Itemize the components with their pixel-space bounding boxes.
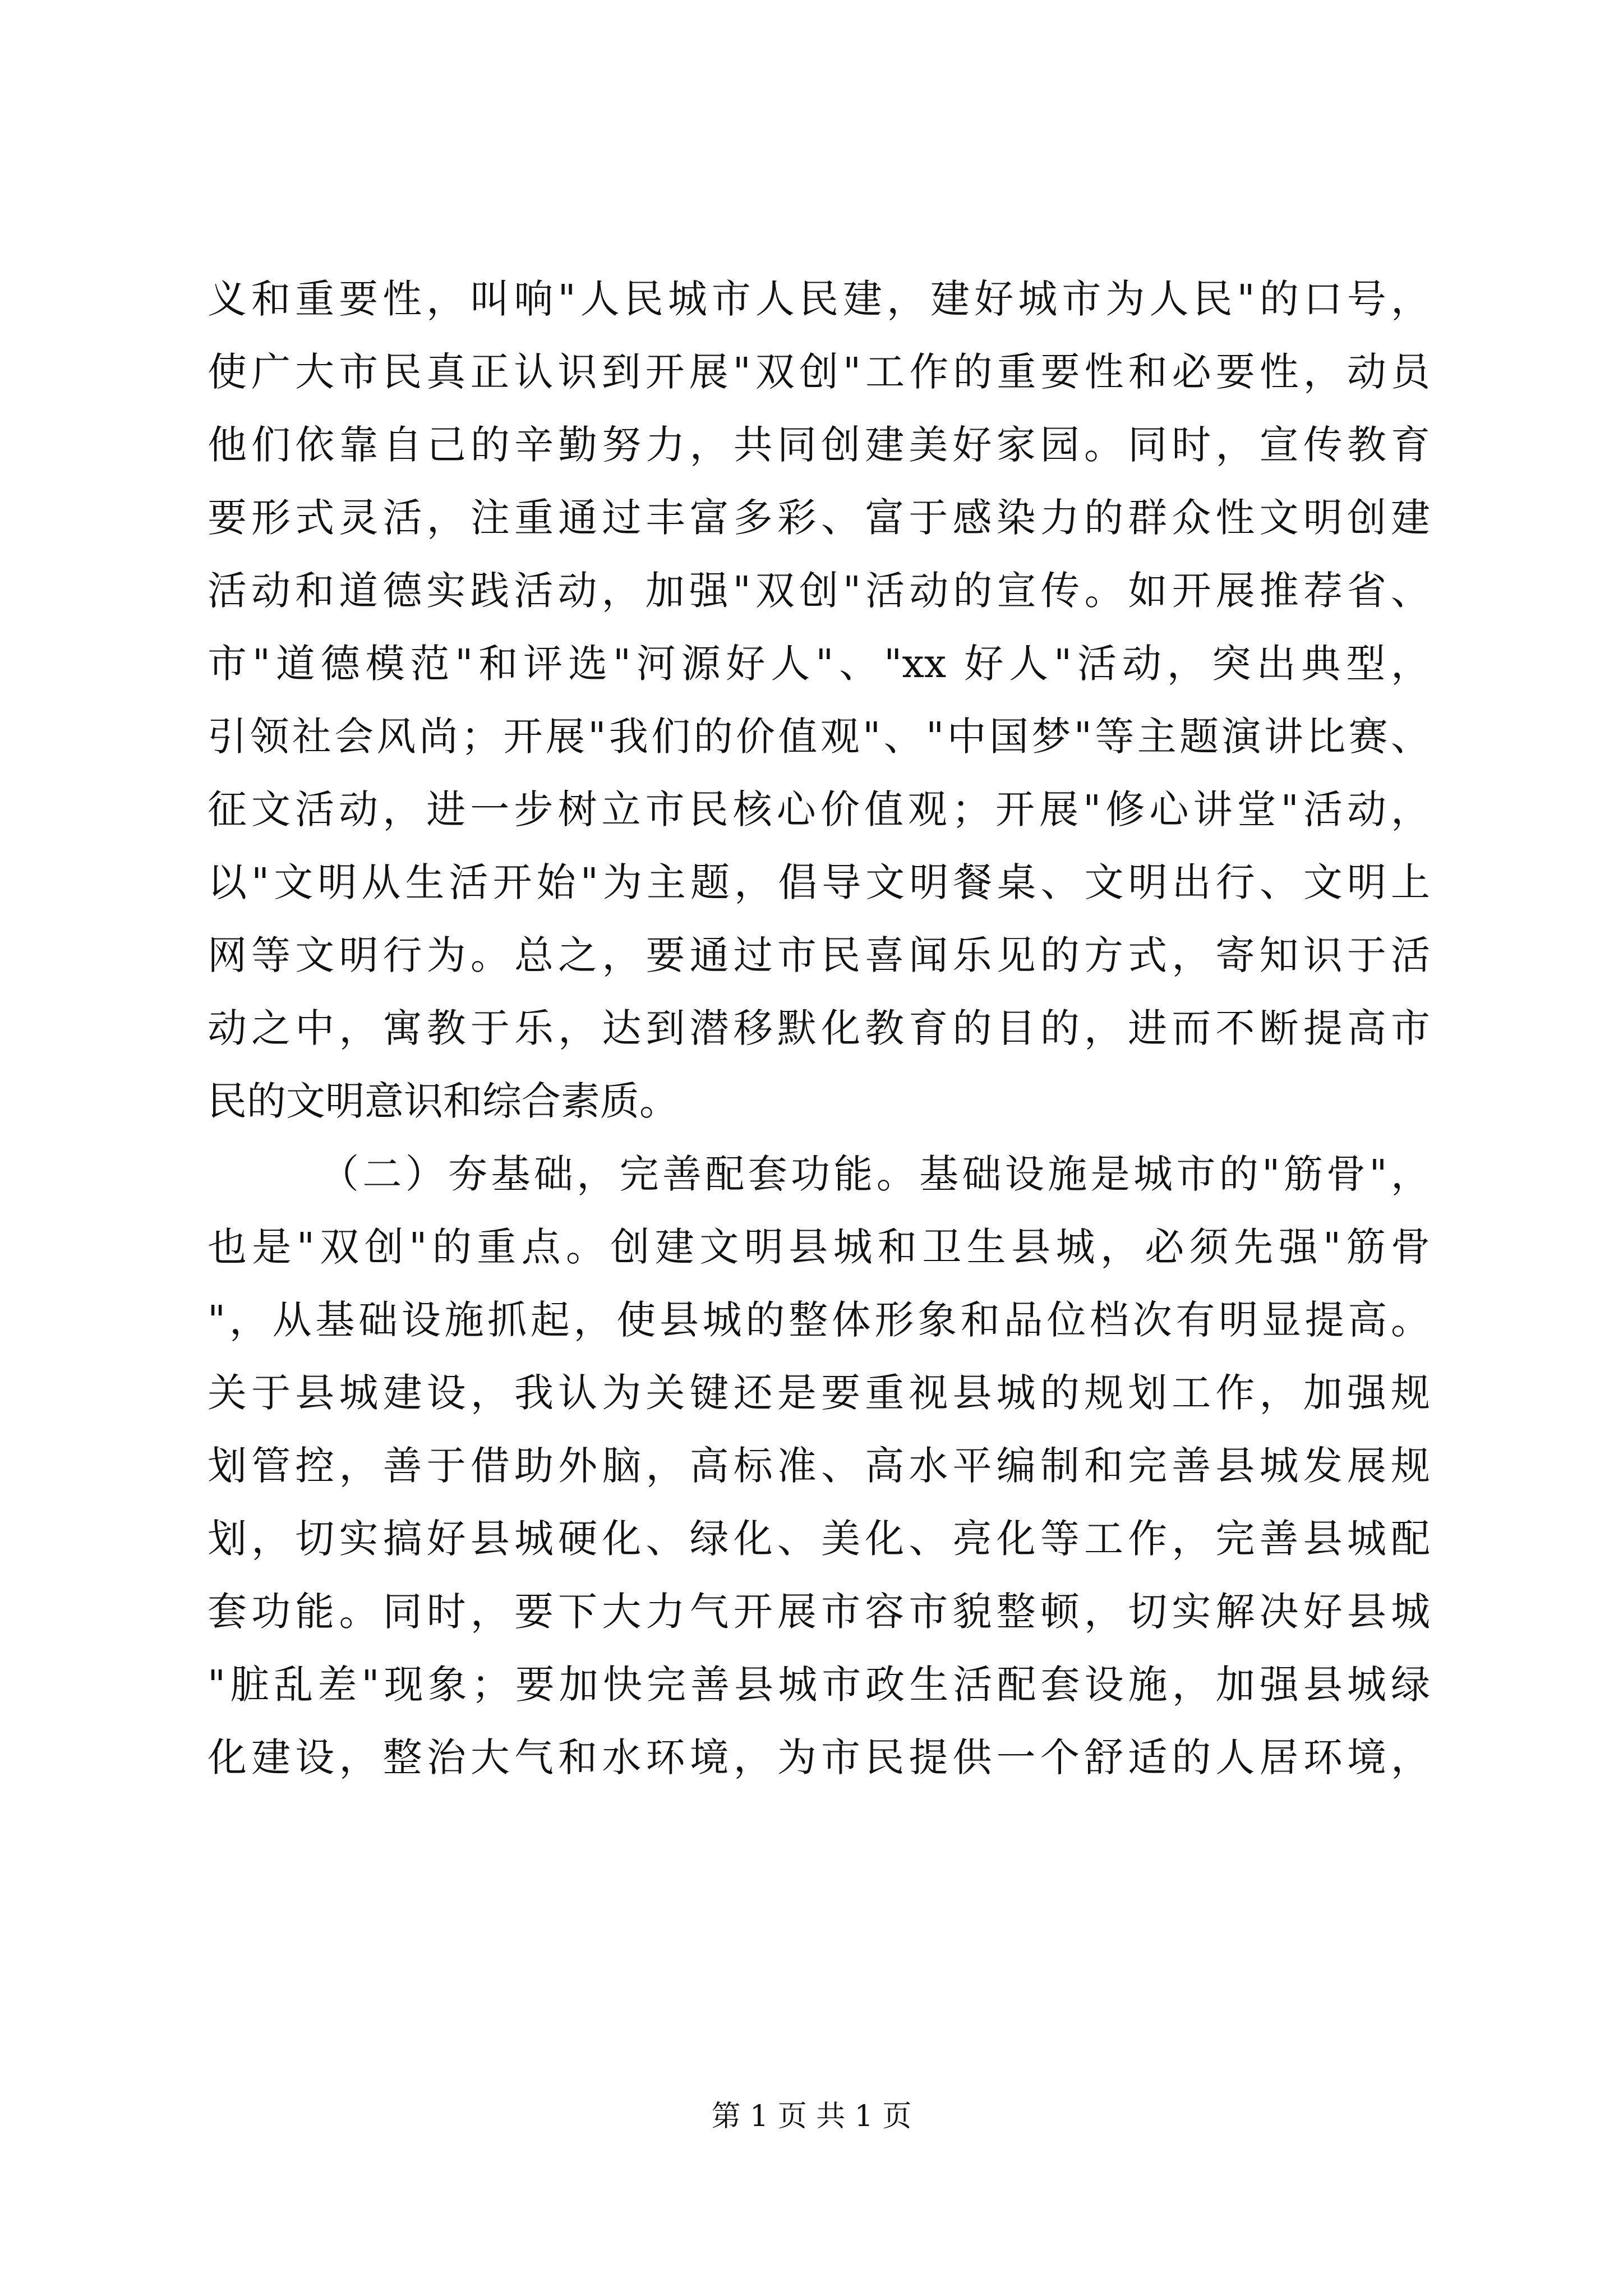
text-line: 以"文明从生活开始"为主题，倡导文明餐桌、文明出行、文明上 bbox=[208, 859, 1430, 905]
page-number-footer: 第 1 页 共 1 页 bbox=[711, 2100, 912, 2133]
text-line: 关于县城建设，我认为关键还是要重视县城的规划工作，加强规 bbox=[208, 1370, 1430, 1416]
text-line: 使广大市民真正认识到开展"双创"工作的重要性和必要性，动员 bbox=[208, 349, 1430, 395]
text-line: 套功能。同时，要下大力气开展市容市貌整顿，切实解决好县城 bbox=[208, 1589, 1430, 1635]
text-line: 活动和道德实践活动，加强"双创"活动的宣传。如开展推荐省、 bbox=[208, 568, 1430, 614]
text-line: 动之中，寓教于乐，达到潜移默化教育的目的，进而不断提高市 bbox=[208, 1005, 1430, 1051]
text-line: "，从基础设施抓起，使县城的整体形象和品位档次有明显提高。 bbox=[208, 1297, 1430, 1343]
text-line: 网等文明行为。总之，要通过市民喜闻乐见的方式，寄知识于活 bbox=[208, 932, 1430, 978]
text-line: 他们依靠自己的辛勤努力，共同创建美好家园。同时，宣传教育 bbox=[208, 422, 1430, 468]
text-line: "脏乱差"现象；要加快完善县城市政生活配套设施，加强县城绿 bbox=[208, 1662, 1430, 1708]
text-line: 划管控，善于借助外脑，高标准、高水平编制和完善县城发展规 bbox=[208, 1443, 1430, 1489]
section-heading-line: （二）夯基础，完善配套功能。基础设施是城市的"筋骨"， bbox=[320, 1151, 1430, 1197]
document-body bbox=[208, 263, 1430, 1794]
text-line: 市"道德模范"和评选"河源好人"、"xx 好人"活动，突出典型， bbox=[208, 641, 1430, 687]
text-line: 引领社会风尚；开展"我们的价值观"、"中国梦"等主题演讲比赛、 bbox=[208, 714, 1430, 760]
text-line: 义和重要性，叫响"人民城市人民建，建好城市为人民"的口号， bbox=[208, 276, 1430, 322]
text-line: 化建设，整治大气和水环境，为市民提供一个舒适的人居环境， bbox=[208, 1734, 1430, 1780]
text-line: 民的文明意识和综合素质。 bbox=[208, 1078, 679, 1124]
text-line: 划，切实搞好县城硬化、绿化、美化、亮化等工作，完善县城配 bbox=[208, 1516, 1430, 1562]
text-line: 要形式灵活，注重通过丰富多彩、富于感染力的群众性文明创建 bbox=[208, 495, 1430, 541]
text-line: 征文活动，进一步树立市民核心价值观；开展"修心讲堂"活动， bbox=[208, 786, 1430, 832]
text-line: 也是"双创"的重点。创建文明县城和卫生县城，必须先强"筋骨 bbox=[208, 1224, 1430, 1270]
